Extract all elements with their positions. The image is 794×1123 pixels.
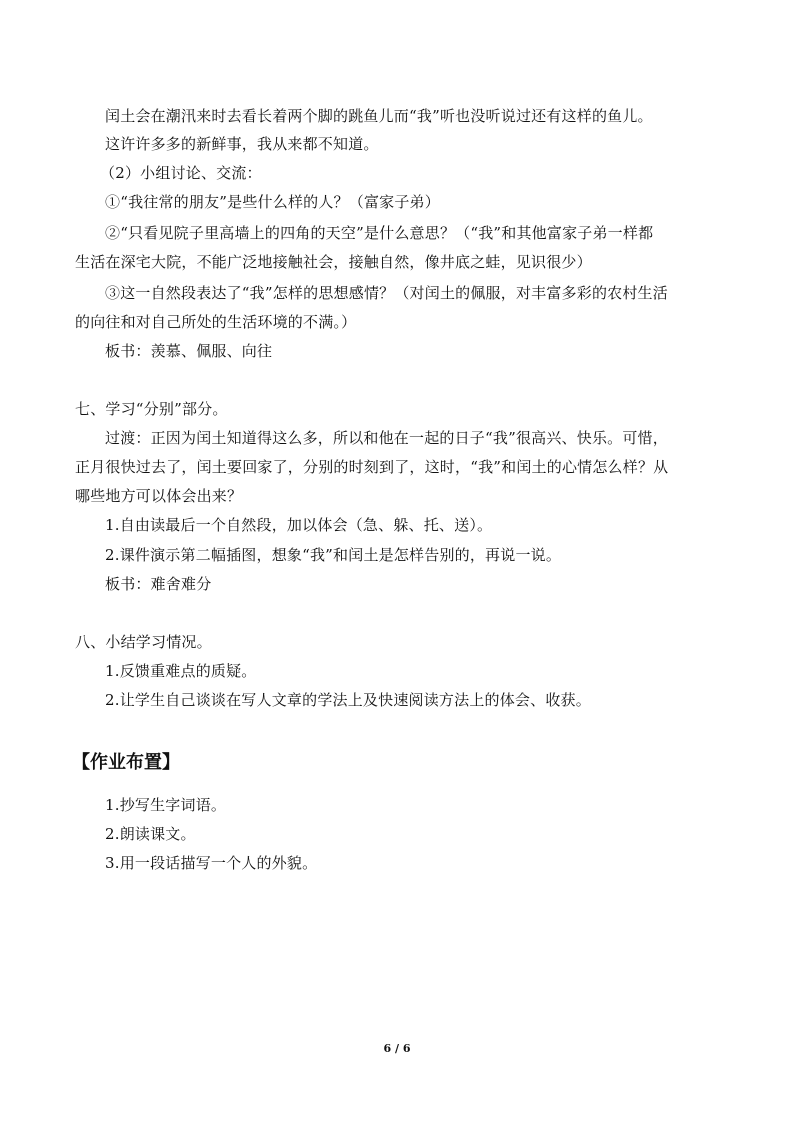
section-heading: 七、学习“分别”部分。: [75, 400, 228, 418]
paragraph-line: 过渡：正因为闰土知道得这么多，所以和他在一起的日子“我”很高兴、快乐。可惜，: [105, 429, 668, 447]
list-item: 2.课件演示第二幅插图，想象“我”和闰土是怎样告别的，再说一说。: [105, 546, 562, 564]
paragraph-line: 板书：难舍难分: [105, 575, 212, 593]
list-item: 3.用一段话描写一个人的外貌。: [105, 854, 318, 872]
paragraph-line: 正月很快过去了，闰土要回家了，分别的时刻到了，这时，“我”和闰土的心情怎么样？从: [75, 458, 669, 476]
list-item: 1.自由读最后一个自然段，加以体会（急、躲、托、送）。: [105, 516, 493, 534]
paragraph-line: 生活在深宅大院，不能广泛地接触社会，接触自然，像井底之蛙，见识很少）: [75, 253, 592, 271]
paragraph-line: ②“只看见院子里高墙上的四角的天空”是什么意思？（“我”和其他富家子弟一样都: [105, 224, 654, 242]
paragraph-line: 闰土会在潮汛来时去看长着两个脚的跳鱼儿而“我”听也没听说过还有这样的鱼儿。: [105, 107, 653, 125]
list-item: 2.让学生自己谈谈在写人文章的学法上及快速阅读方法上的体会、收获。: [105, 691, 591, 709]
paragraph-line: 的向往和对自己所处的生活环境的不满。）: [75, 313, 357, 331]
list-item: 2.朗读课文。: [105, 825, 196, 843]
paragraph-line: （2）小组讨论、交流：: [100, 164, 262, 182]
list-item: 1.抄写生字词语。: [105, 796, 227, 814]
homework-heading: 【作业布置】: [72, 752, 180, 773]
page-number: 6 / 6: [383, 1042, 411, 1055]
list-item: 1.反馈重难点的质疑。: [105, 662, 257, 680]
paragraph-line: 哪些地方可以体会出来？: [75, 487, 243, 505]
paragraph-line: ①“我往常的朋友”是些什么样的人？（富家子弟）: [105, 193, 440, 211]
section-heading: 八、小结学习情况。: [75, 633, 212, 651]
paragraph-line: 板书：羡慕、佩服、向往: [105, 342, 273, 360]
paragraph-line: 这许许多多的新鲜事，我从来都不知道。: [105, 135, 379, 153]
paragraph-line: ③这一自然段表达了“我”怎样的思想感情？（对闰土的佩服，对丰富多彩的农村生活: [105, 284, 668, 302]
